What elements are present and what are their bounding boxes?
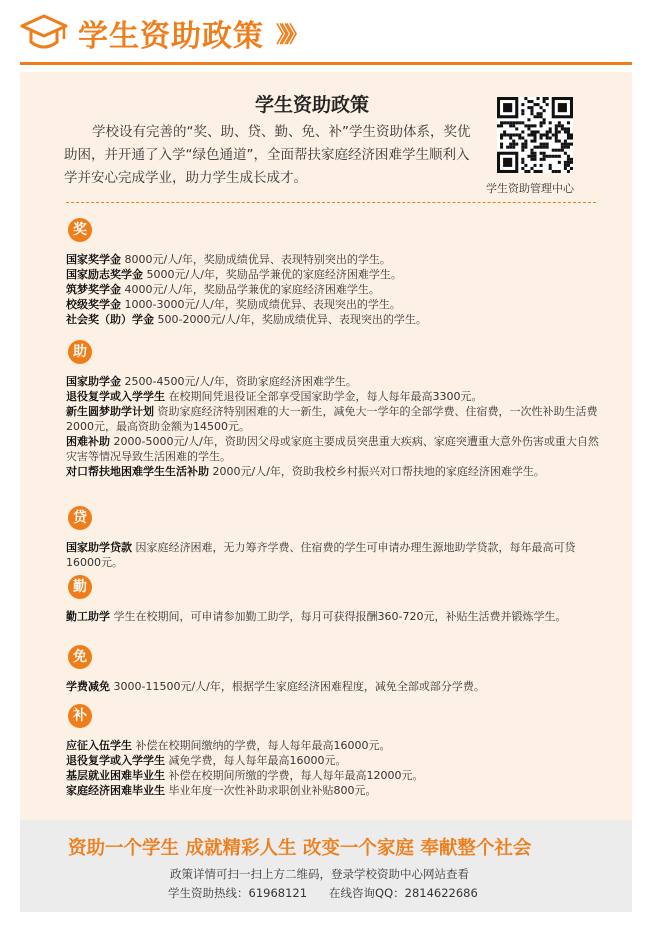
policy-item-desc: 2000-5000元/人/年，资助因父母或家庭主要成员突患重大疾病、家庭突遭重大意外伤害或重大自然灾害等情况导致生活困难的学生。: [66, 435, 599, 463]
page-title: 学生资助政策: [78, 19, 264, 54]
footer-contacts: [168, 885, 478, 901]
section-badge: 免: [68, 645, 92, 669]
section-items: [66, 738, 606, 798]
section-items: [66, 374, 606, 479]
policy-section: [66, 575, 606, 624]
policy-panel: [20, 72, 632, 912]
policy-section: [66, 506, 606, 570]
section-badge: 补: [68, 704, 92, 728]
policy-section: [66, 340, 606, 479]
policy-item-name: 学费减免: [66, 680, 110, 693]
policy-item: [66, 282, 606, 297]
policy-item-name: 国家助学金: [66, 375, 121, 388]
policy-item-name: 基层就业困难毕业生: [66, 769, 165, 782]
policy-item: [66, 540, 606, 570]
policy-item-desc: 补偿在校期间所缴的学费，每人每年最高12000元。: [168, 769, 424, 782]
policy-item-name: 社会奖（助）学金: [66, 313, 154, 326]
policy-item-desc: 学生在校期间，可申请参加勤工助学，每月可获得报酬360-720元，补贴生活费并锻炼学生。: [113, 610, 567, 623]
section-badge: 贷: [68, 506, 92, 530]
policy-item: [66, 312, 606, 327]
policy-item: [66, 783, 606, 798]
policy-item: [66, 374, 606, 389]
policy-item-desc: 在校期间凭退役证全部享受国家助学金，每人每年最高3300元。: [168, 390, 483, 403]
policy-item-desc: 2500-4500元/人/年，资助家庭经济困难学生。: [124, 375, 357, 388]
policy-item-desc: 4000元/人/年，奖励品学兼优的家庭经济困难学生。: [124, 283, 380, 296]
policy-item-name: 对口帮扶地困难学生生活补助: [66, 465, 209, 478]
policy-item: [66, 267, 606, 282]
policy-item-desc: 500-2000元/人/年，奖励成绩优异、表现突出的学生。: [157, 313, 427, 326]
policy-item: [66, 434, 606, 464]
policy-item: [66, 768, 606, 783]
policy-item: [66, 753, 606, 768]
policy-item-desc: 2000元/人/年，资助我校乡村振兴对口帮扶地的家庭经济困难学生。: [212, 465, 545, 478]
policy-item: [66, 609, 606, 624]
graduation-cap-icon: [20, 13, 68, 53]
policy-item-desc: 8000元/人/年，奖励成绩优异、表现特别突出的学生。: [124, 253, 391, 266]
policy-item: [66, 738, 606, 753]
policy-item-name: 国家奖学金: [66, 253, 121, 266]
section-badge: 助: [68, 340, 92, 364]
footer-note: 政策详情可扫一扫上方二维码，登录学校资助中心网站查看: [170, 867, 469, 881]
qq-contact[interactable]: 在线咨询QQ：2814622686: [329, 886, 478, 900]
panel-title: 学生资助政策: [255, 94, 370, 116]
policy-item-desc: 减免学费，每人每年最高16000元。: [168, 754, 347, 767]
policy-item-name: 勤工助学: [66, 610, 110, 623]
policy-section: [66, 645, 606, 694]
policy-item-name: 应征入伍学生: [66, 739, 132, 752]
policy-section: [66, 218, 606, 327]
section-badge: 勤: [68, 575, 92, 599]
section-items: [66, 252, 606, 327]
policy-section: [66, 704, 606, 798]
policy-item-desc: 因家庭经济困难，无力筹齐学费、住宿费的学生可申请办理生源地助学贷款，每年最高可贷16000元。: [66, 541, 576, 569]
policy-item: [66, 464, 606, 479]
policy-item: [66, 252, 606, 267]
policy-item: [66, 679, 606, 694]
section-items: [66, 679, 606, 694]
policy-item-name: 国家助学贷款: [66, 541, 132, 554]
qr-label: 学生资助管理中心: [486, 182, 574, 195]
policy-item: [66, 404, 606, 434]
page-header: [20, 8, 302, 58]
policy-item-name: 校级奖学金: [66, 298, 121, 311]
dashed-divider: [66, 202, 596, 203]
intro-paragraph: 学校设有完善的“奖、助、贷、勤、免、补”学生资助体系，奖优助困，并开通了入学“绿色通道”，全面帮扶家庭经济困难学生顺利入学并安心完成学业，助力学生成长成才。: [64, 124, 471, 186]
policy-item: [66, 389, 606, 404]
section-items: [66, 540, 606, 570]
header-rule: [20, 62, 632, 65]
policy-item-name: 退役复学或入学学生: [66, 390, 165, 403]
policy-item-desc: 1000-3000元/人/年，奖励成绩优异、表现突出的学生。: [124, 298, 401, 311]
policy-item-name: 家庭经济困难毕业生: [66, 784, 165, 797]
policy-item-desc: 补偿在校期间缴纳的学费，每人每年最高16000元。: [135, 739, 391, 752]
chevrons-icon: 》》》: [276, 22, 303, 48]
policy-item-name: 退役复学或入学学生: [66, 754, 165, 767]
policy-item-desc: 资助家庭经济特别困难的大一新生，减免大一学年的全部学费、住宿费，一次性补助生活费2000元，最高资助金额为14500元。: [66, 405, 598, 433]
section-badge: 奖: [68, 218, 92, 242]
section-items: [66, 609, 606, 624]
policy-item-name: 新生圆梦助学计划: [66, 405, 154, 418]
policy-item-desc: 3000-11500元/人/年，根据学生家庭经济困难程度，减免全部或部分学费。: [113, 680, 485, 693]
policy-item-desc: 毕业年度一次性补助求职创业补贴800元。: [168, 784, 377, 797]
policy-item-name: 筑梦奖学金: [66, 283, 121, 296]
qr-code-icon[interactable]: [497, 97, 573, 173]
slogan: 资助一个学生 成就精彩人生 改变一个家庭 奉献整个社会: [68, 838, 532, 859]
policy-item-name: 国家励志奖学金: [66, 268, 143, 281]
hotline: 学生资助热线：61968121: [168, 886, 308, 900]
footer: [20, 820, 632, 912]
policy-item: [66, 297, 606, 312]
policy-item-name: 困难补助: [66, 435, 110, 448]
policy-item-desc: 5000元/人/年，奖励品学兼优的家庭经济困难学生。: [146, 268, 402, 281]
